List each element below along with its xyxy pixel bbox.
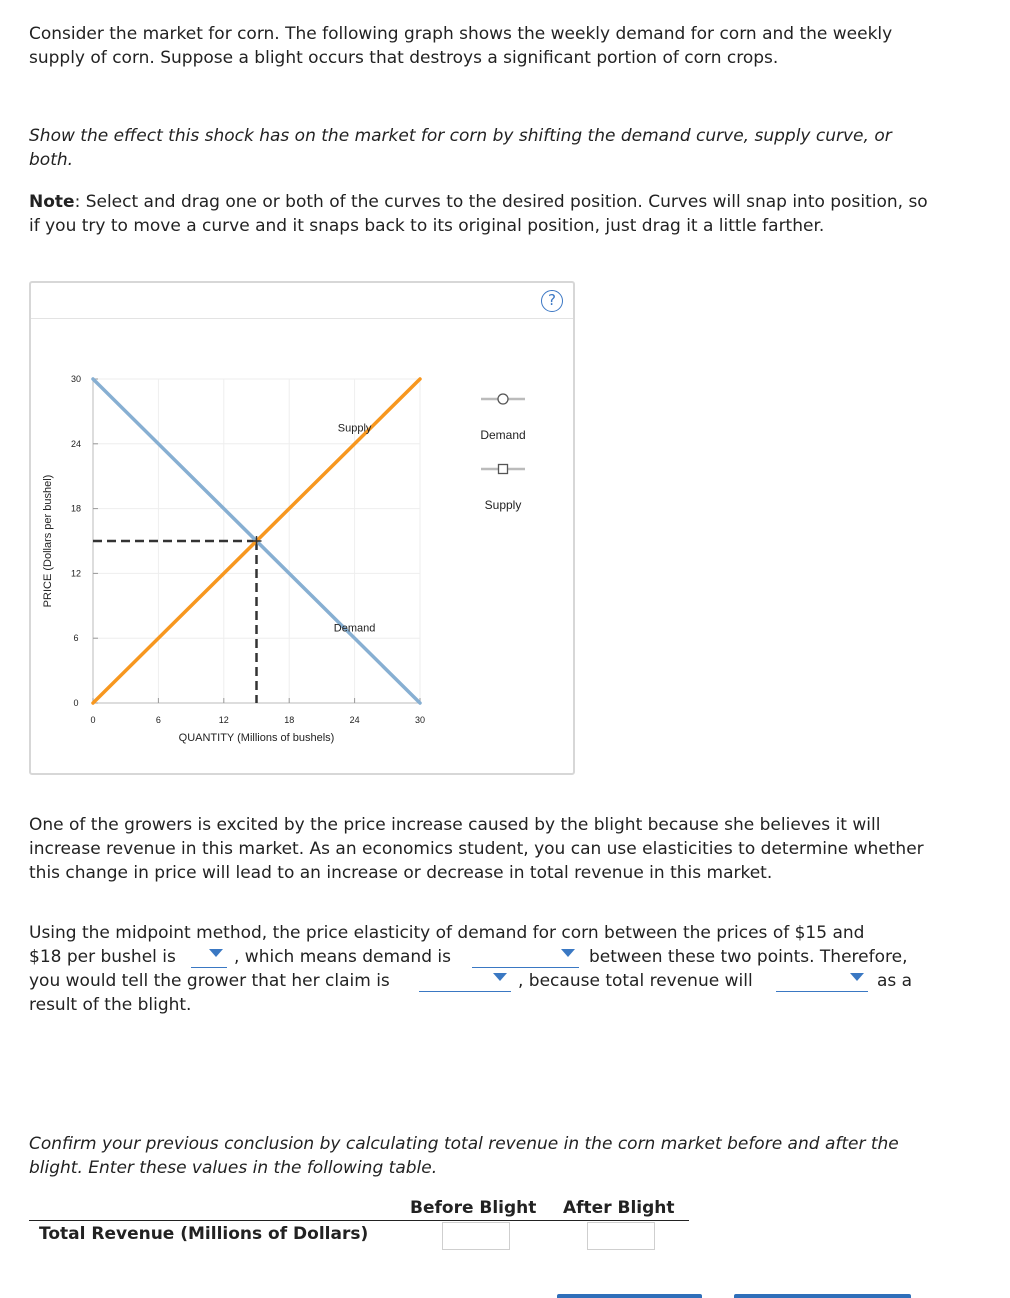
x-axis-title: QUANTITY (Millions of bushels) <box>178 732 335 744</box>
intro-text: Consider the market for corn. The following graph shows the weekly demand for corn and the weekly supply of corn. Suppose a blight occurs that destroys a significant portion of corn crops. <box>29 24 893 68</box>
q-line3-c: as a <box>877 971 913 991</box>
x-tick-label: 30 <box>414 715 426 725</box>
x-tick-label: 0 <box>90 715 96 725</box>
supply-curve-label: Supply <box>337 422 372 435</box>
dropdown-caret-icon <box>209 949 223 957</box>
demand-type-dropdown[interactable] <box>472 945 579 968</box>
x-tick-label: 24 <box>349 715 360 725</box>
y-tick-label: 24 <box>70 438 82 449</box>
dropdown-caret-icon <box>850 973 864 981</box>
y-tick-label: 6 <box>73 633 79 644</box>
q-line2-a: $18 per bushel is <box>29 947 176 967</box>
note-body: : Select and drag one or both of the curves to the desired position. Curves will snap into position, so if you try to move a curve and it snaps back to its original position, just drag it a little farther. <box>29 192 928 236</box>
q-line2-b: , which means demand is <box>234 947 451 967</box>
supply-square-icon[interactable] <box>499 465 508 474</box>
demand-curve-label: Demand <box>333 622 376 635</box>
row-total-revenue: Total Revenue (Millions of Dollars) <box>39 1224 369 1244</box>
x-tick-label: 6 <box>155 715 161 725</box>
confirm-text: Confirm your previous conclusion by calculating total revenue in the corn market before and after the blight. Enter these values in the following table. <box>29 1134 899 1178</box>
note-text <box>29 190 934 238</box>
dropdown-caret-icon <box>493 973 507 981</box>
revenue-change-dropdown[interactable] <box>776 969 868 992</box>
elasticity-value-dropdown[interactable] <box>191 945 227 968</box>
y-axis-title: PRICE (Dollars per bushel) <box>42 474 54 608</box>
demand-supply-chart <box>31 283 577 777</box>
x-tick-label: 12 <box>218 715 229 725</box>
q-line3-a: you would tell the grower that her claim is <box>29 971 390 991</box>
help-icon[interactable]: ? <box>541 290 563 312</box>
table-rule <box>29 1220 689 1221</box>
x-tick-label: 18 <box>284 715 295 725</box>
q-line2-c: between these two points. Therefore, <box>589 947 908 967</box>
q-line3-b: , because total revenue will <box>518 971 753 991</box>
y-tick-label: 0 <box>73 698 79 708</box>
dropdown-caret-icon <box>561 949 575 957</box>
q-line1: Using the midpoint method, the price elasticity of demand for corn between the prices of $15 and <box>29 923 865 943</box>
y-tick-label: 18 <box>70 503 82 514</box>
demand-legend-label: Demand <box>480 428 526 442</box>
claim-dropdown[interactable] <box>419 969 511 992</box>
col-after-blight: After Blight <box>563 1198 675 1218</box>
instruction-text: Show the effect this shock has on the market for corn by shifting the demand curve, supply curve, or both. <box>29 126 892 170</box>
revenue-before-input[interactable] <box>442 1222 510 1250</box>
revenue-after-input[interactable] <box>587 1222 655 1250</box>
demand-circle-icon[interactable] <box>498 394 508 404</box>
q-line4: result of the blight. <box>29 995 192 1015</box>
graph-panel <box>29 281 575 775</box>
col-before-blight: Before Blight <box>410 1198 537 1218</box>
para-revenue: One of the growers is excited by the price increase caused by the blight because she believes it will increase revenue in this market. As an economics student, you can use elasticities to determine whether this change in price will lead to an increase or decrease in total revenue in this market. <box>29 815 924 883</box>
y-tick-label: 30 <box>70 374 82 384</box>
grade-button[interactable] <box>557 1294 702 1298</box>
save-continue-button[interactable] <box>734 1294 911 1298</box>
supply-legend-label: Supply <box>484 498 522 512</box>
y-tick-label: 12 <box>70 568 82 579</box>
note-label: Note <box>29 192 75 212</box>
